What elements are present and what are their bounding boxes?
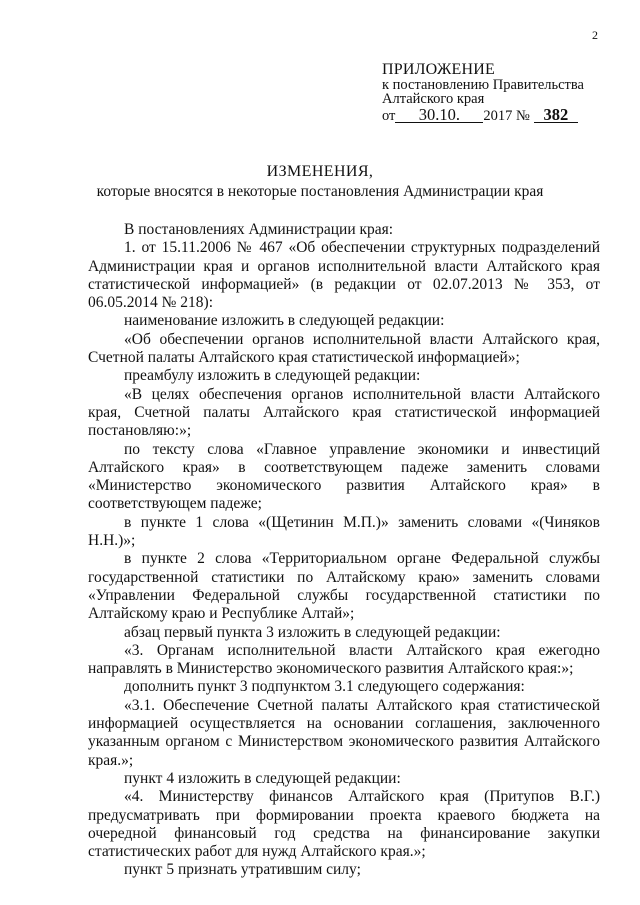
paragraph: по тексту слова «Главное управление экономики и инвестиций Алтайского края» в соответствующем падеже заменить словами «Министерство экономического развития Алтайского края» в соответствующем падеже; xyxy=(88,440,600,513)
appendix-line-1: к постановлению Правительства xyxy=(382,77,584,93)
paragraph: пункт 5 признать утратившим силу; xyxy=(124,861,361,879)
document-body xyxy=(88,221,600,880)
page-number: 2 xyxy=(592,28,598,42)
paragraph: наименование изложить в следующей редакции: xyxy=(124,312,445,330)
appendix-block xyxy=(382,62,632,123)
paragraph: пункт 4 изложить в следующей редакции: xyxy=(124,769,401,787)
appendix-date-line xyxy=(382,106,632,123)
paragraph: «В целях обеспечения органов исполнительной власти Алтайского края, Счетной палаты Алтайского края статистической информацией постановляю:»; xyxy=(88,385,600,440)
number-field xyxy=(534,106,578,123)
from-label: от xyxy=(382,108,396,124)
year-number-label: 2017 № xyxy=(483,108,530,124)
document-title: ИЗМЕНЕНИЯ, xyxy=(266,163,374,180)
document-number: 382 xyxy=(543,105,569,124)
paragraph: преамбулу изложить в следующей редакции: xyxy=(124,367,421,385)
paragraph: «3.1. Обеспечение Счетной палаты Алтайского края статистической информацией осуществляется на основании соглашения, заключенного указанным органом с Министерством экономического развития Алтайского края.»; xyxy=(88,696,600,769)
date-field xyxy=(395,106,483,123)
paragraph: «4. Министерству финансов Алтайского края (Притупов В.Г.) предусматривать при формировании проекта краевого бюджета на очередной финансовый год средства на финансирование закупки статистических работ для нужд Алтайского края.»; xyxy=(88,788,600,861)
paragraph: абзац первый пункта 3 изложить в следующей редакции: xyxy=(124,623,501,641)
paragraph: «Об обеспечении органов исполнительной власти Алтайского края, Счетной палаты Алтайского края статистической информацией»; xyxy=(88,330,600,367)
date-value: 30.10. xyxy=(418,105,461,124)
appendix-line-2: Алтайского края xyxy=(382,91,485,107)
appendix-heading: ПРИЛОЖЕНИЕ xyxy=(382,61,496,78)
document-subtitle: которые вносятся в некоторые постановления Администрации края xyxy=(96,183,544,200)
paragraph: в пункте 2 слова «Территориальном органе Федеральной службы государственной статистики по Алтайскому краю» заменить словами «Управлении Федеральной службы государственной статистики по Алтайскому краю и Республике Алтай»; xyxy=(88,550,600,623)
paragraph: «3. Органам исполнительной власти Алтайского края ежегодно направлять в Министерство экономического развития Алтайского края:»; xyxy=(88,641,600,678)
paragraph: В постановлениях Администрации края: xyxy=(124,221,394,238)
paragraph: в пункте 1 слова «(Щетинин М.П.)» заменить словами «(Чиняков Н.Н.)»; xyxy=(88,513,600,550)
paragraph: дополнить пункт 3 подпунктом 3.1 следующего содержания: xyxy=(124,678,525,696)
paragraph: 1. от 15.11.2006 № 467 «Об обеспечении структурных подразделений Администрации края и органов исполнительной власти Алтайского края статистической информацией» (в редакции от 02.07.2013 № 353, от 06.05.2014 № 218): xyxy=(88,239,600,312)
